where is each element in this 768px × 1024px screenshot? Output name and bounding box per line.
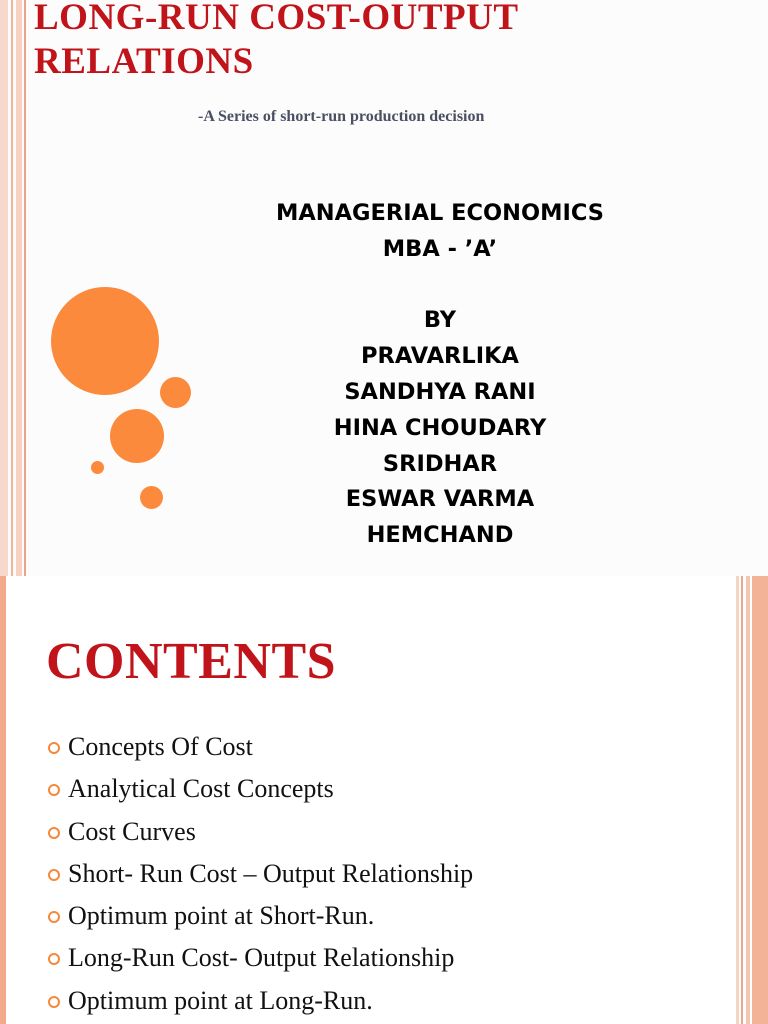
list-item	[48, 937, 473, 979]
decorative-stripe	[736, 576, 739, 1024]
decorative-circle-icon	[160, 377, 191, 408]
author-name: SRIDHAR	[382, 450, 498, 477]
circle-bullet-icon	[48, 953, 60, 965]
decorative-stripe	[746, 576, 750, 1024]
decorative-stripe	[16, 0, 22, 576]
list-item-text: Optimum point at Long-Run.	[68, 985, 373, 1015]
decorative-circle-icon	[140, 486, 163, 509]
decorative-stripe	[752, 576, 768, 1024]
list-item-text: Analytical Cost Concepts	[68, 774, 334, 804]
by-label: BY	[423, 307, 457, 334]
list-item	[48, 853, 473, 895]
list-item	[48, 895, 473, 937]
decorative-stripe	[0, 0, 8, 576]
decorative-circle-icon	[51, 287, 159, 395]
list-item	[48, 726, 473, 768]
class-name: MBA - ’A’	[382, 235, 498, 262]
title-line: RELATIONS	[34, 41, 254, 82]
decorative-circle-icon	[110, 409, 164, 463]
list-item	[48, 768, 473, 810]
slide-subtitle: -A Series of short-run production decision	[198, 108, 485, 125]
presenter-info	[230, 196, 650, 554]
author-name: ESWAR VARMA	[345, 486, 535, 513]
circle-bullet-icon	[48, 784, 60, 796]
circle-bullet-icon	[48, 996, 60, 1008]
title-line: LONG-RUN COST-OUTPUT	[34, 0, 519, 38]
list-item-text: Cost Curves	[68, 816, 196, 846]
list-item	[48, 811, 473, 853]
author-name: PRAVARLIKA	[361, 343, 519, 370]
list-item	[48, 980, 473, 1022]
decorative-stripe	[24, 0, 26, 576]
circle-bullet-icon	[48, 911, 60, 923]
author-name: HEMCHAND	[366, 522, 514, 549]
contents-list	[48, 726, 473, 1022]
slide-title	[34, 0, 754, 84]
decorative-stripe	[0, 576, 6, 1024]
circle-bullet-icon	[48, 869, 60, 881]
course-name: MANAGERIAL ECONOMICS	[275, 200, 605, 226]
author-name: SANDHYA RANI	[344, 378, 536, 405]
list-item-text: Short- Run Cost – Output Relationship	[68, 858, 474, 888]
decorative-stripe	[741, 576, 743, 1024]
decorative-stripe	[11, 0, 13, 576]
author-name: HINA CHOUDARY	[333, 414, 547, 441]
circle-bullet-icon	[48, 742, 60, 754]
list-item-text: Concepts Of Cost	[68, 732, 253, 761]
list-item-text: Long-Run Cost- Output Relationship	[68, 943, 455, 973]
contents-title: CONTENTS	[46, 633, 337, 690]
list-item-text: Optimum point at Short-Run.	[68, 901, 375, 931]
circle-bullet-icon	[48, 827, 60, 839]
decorative-circle-icon	[91, 461, 104, 474]
